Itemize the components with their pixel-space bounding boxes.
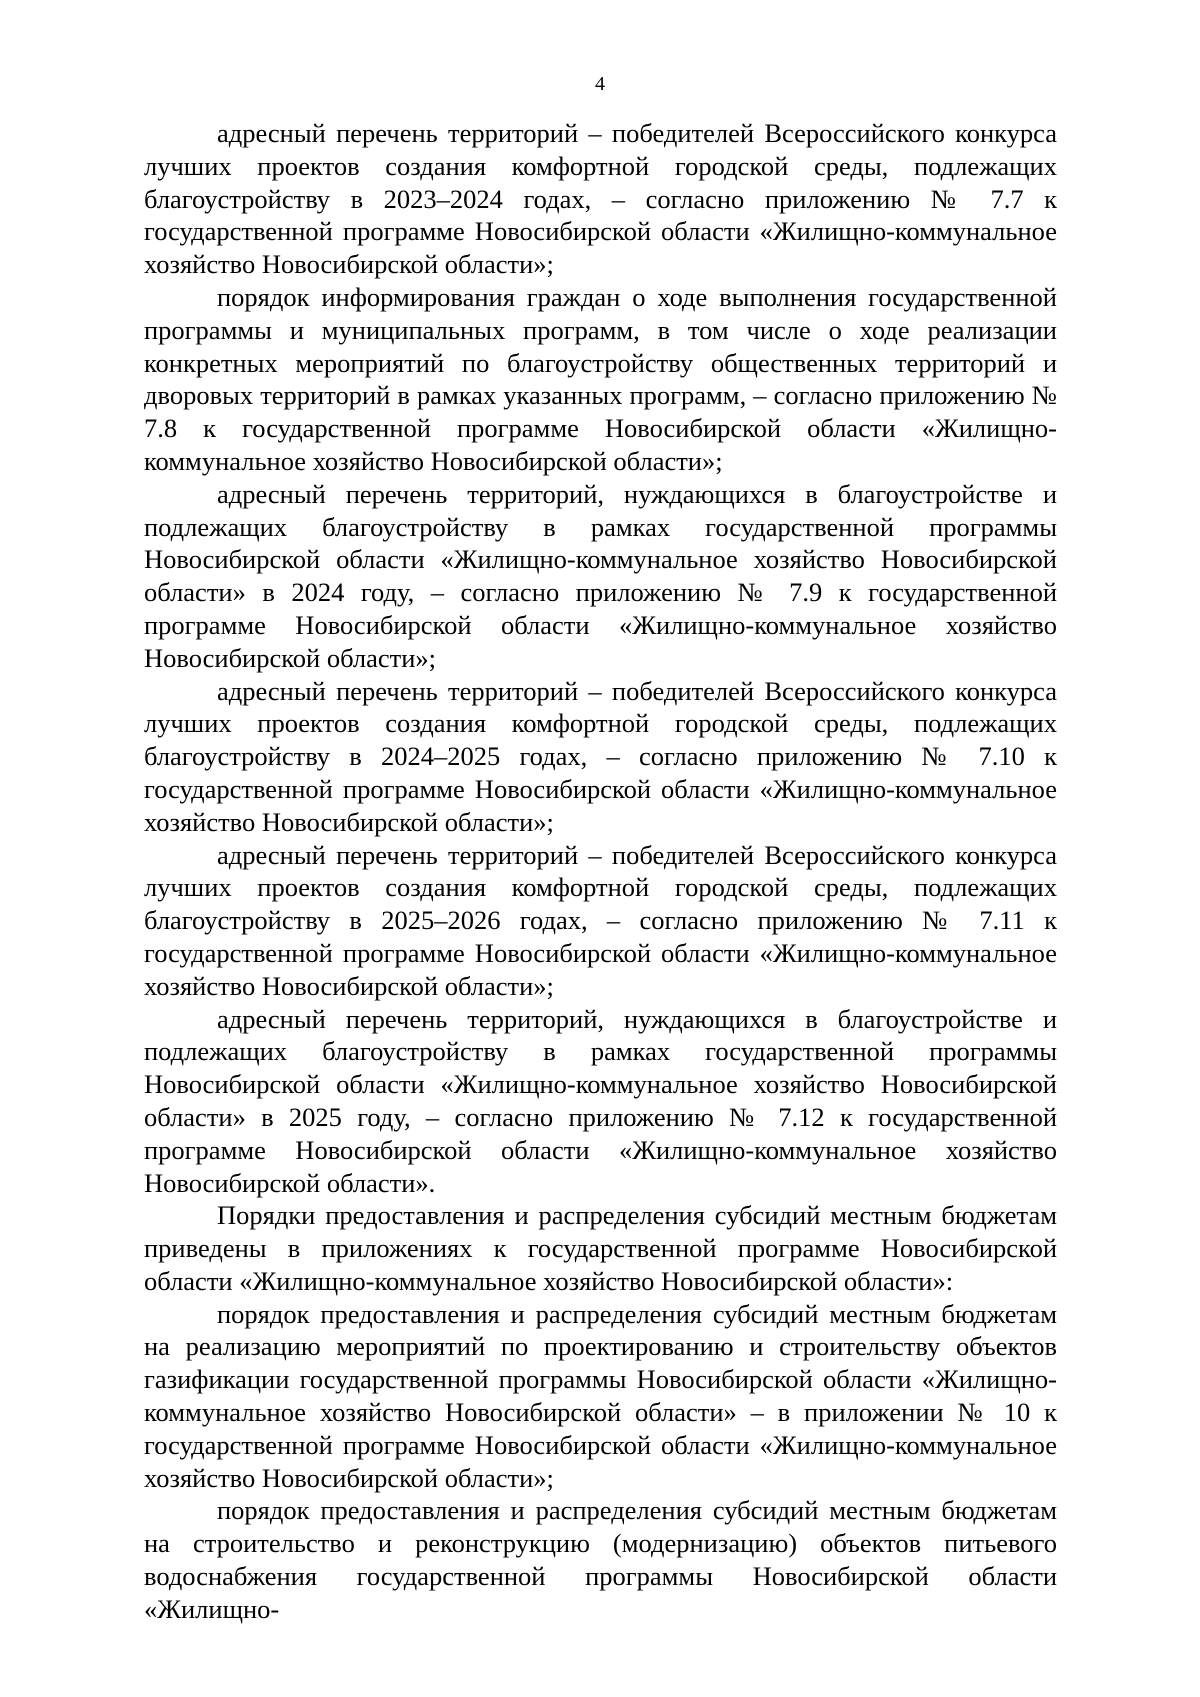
paragraph-citizen-information-procedure: порядок информирования граждан о ходе выполнения государственной программы и муниципальных программ, в том числе о ходе реализации конкретных мероприятий по благоустройству общественных территорий и дворовых территорий в рамках указанных программ, – согласно приложению № 7.8 к государственной программе Новосибирской области «Жилищно-коммунальное хозяйство Новосибирской области»; [144,281,1057,476]
document-body [144,117,1057,1626]
paragraph-address-list-2024: адресный перечень территорий, нуждающихся в благоустройстве и подлежащих благоустройству в рамках государственной программы Новосибирской области «Жилищно-коммунальное хозяйство Новосибирской области» в 2024 году, – согласно приложению № 7.9 к государственной программе Новосибирской области «Жилищно-коммунальное хозяйство Новосибирской области»; [144,478,1057,673]
paragraph-gasification-subsidy-procedure: порядок предоставления и распределения субсидий местным бюджетам на реализацию мероприятий по проектированию и строительству объектов газификации государственной программы Новосибирской области «Жилищно-коммунальное хозяйство Новосибирской области» – в приложении № 10 к государственной программе Новосибирской области «Жилищно-коммунальное хозяйство Новосибирской области»; [144,1298,1057,1493]
paragraph-address-list-2025-2026: адресный перечень территорий – победителей Всероссийского конкурса лучших проектов создания комфортной городской среды, подлежащих благоустройству в 2025–2026 годах, – согласно приложению № 7.11 к государственной программе Новосибирской области «Жилищно-коммунальное хозяйство Новосибирской области»; [144,839,1057,1001]
paragraph-water-supply-subsidy-procedure: порядок предоставления и распределения субсидий местным бюджетам на строительство и реконструкцию (модернизацию) объектов питьевого водоснабжения государственной программы Новосибирской области «Жилищно- [144,1495,1057,1624]
paragraph-address-list-2024-2025: адресный перечень территорий – победителей Всероссийского конкурса лучших проектов создания комфортной городской среды, подлежащих благоустройству в 2024–2025 годах, – согласно приложению № 7.10 к государственной программе Новосибирской области «Жилищно-коммунальное хозяйство Новосибирской области»; [144,675,1057,837]
page-number: 4 [595,73,605,95]
paragraph-subsidy-procedures-intro: Порядки предоставления и распределения субсидий местным бюджетам приведены в приложениях к государственной программе Новосибирской области «Жилищно-коммунальное хозяйство Новосибирской области»: [144,1200,1057,1296]
paragraph-address-list-2025: адресный перечень территорий, нуждающихся в благоустройстве и подлежащих благоустройству в рамках государственной программы Новосибирской области «Жилищно-коммунальное хозяйство Новосибирской области» в 2025 году, – согласно приложению № 7.12 к государственной программе Новосибирской области «Жилищно-коммунальное хозяйство Новосибирской области». [144,1003,1057,1198]
paragraph-address-list-2023-2024: адресный перечень территорий – победителей Всероссийского конкурса лучших проектов создания комфортной городской среды, подлежащих благоустройству в 2023–2024 годах, – согласно приложению № 7.7 к государственной программе Новосибирской области «Жилищно-коммунальное хозяйство Новосибирской области»; [144,118,1057,280]
